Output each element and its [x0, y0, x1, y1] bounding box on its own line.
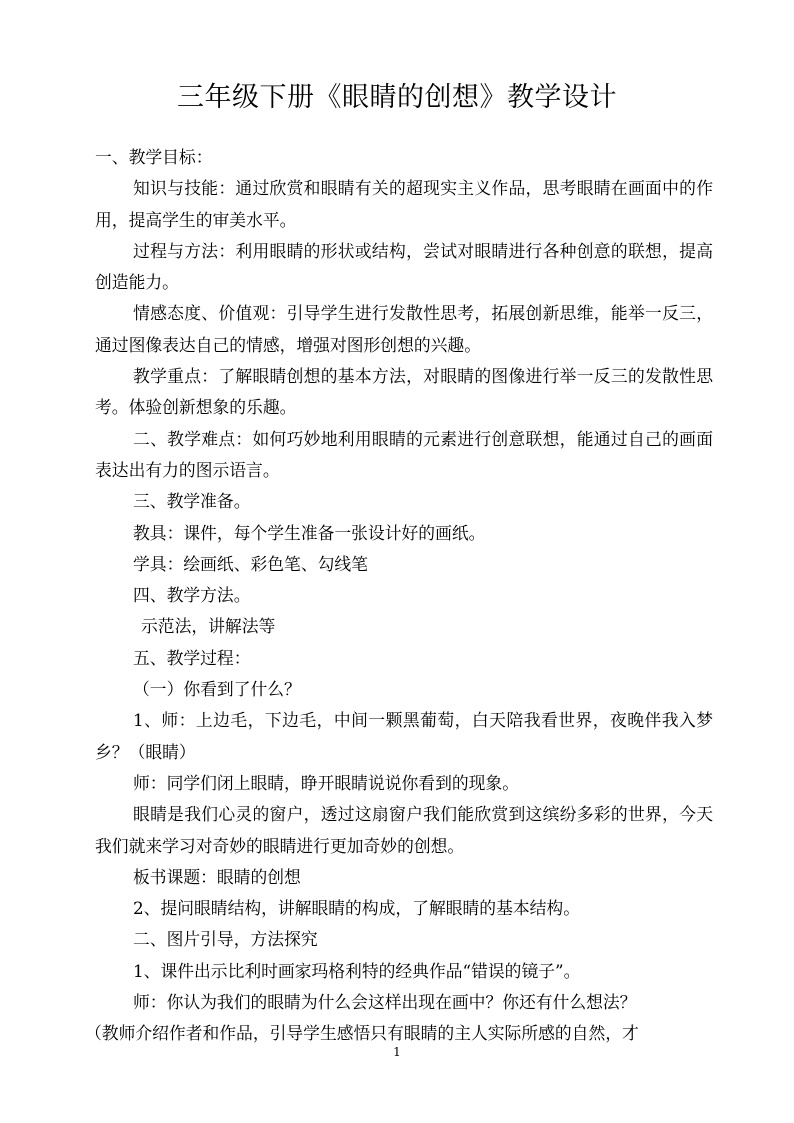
paragraph: 眼睛是我们心灵的窗户，透过这扇窗户我们能欣赏到这缤纷多彩的世界，今天我们就来学习对奇妙的眼睛进行更加奇妙的创想。 — [95, 804, 713, 856]
paragraph: 教具：课件，每个学生准备一张设计好的画纸。 — [133, 522, 486, 543]
paragraph: 示范法，讲解法等 — [141, 616, 276, 637]
paragraph: 过程与方法：利用眼睛的形状或结构，尝试对眼睛进行各种创意的联想，提高创造能力。 — [95, 240, 713, 293]
paragraph: 情感态度、价值观：引导学生进行发散性思考，拓展创新思维，能举一反三，通过图像表达自己的情感，增强对图形创想的兴趣。 — [95, 303, 713, 355]
paragraph: 学具：绘画纸、彩色笔、勾线笔 — [133, 553, 368, 574]
paragraph: 师：同学们闭上眼睛，睁开眼睛说说你看到的现象。 — [133, 772, 519, 793]
paragraph: 二、图片引导，方法探究 — [133, 929, 318, 950]
paragraph: 五、教学过程： — [133, 647, 251, 668]
paragraph: 二、教学难点：如何巧妙地利用眼睛的元素进行创意联想，能通过自己的画面表达出有力的图示语言。 — [95, 428, 713, 480]
paragraph: 教学重点：了解眼睛创想的基本方法，对眼睛的图像进行举一反三的发散性思考。体验创新想象的乐趣。 — [95, 366, 713, 418]
paragraph: 1、课件出示比利时画家玛格利特的经典作品“错误的镜子”。 — [133, 960, 581, 981]
page-number: 1 — [393, 1045, 401, 1059]
paragraph: 知识与技能：通过欣赏和眼睛有关的超现实主义作品，思考眼睛在画面中的作用，提高学生的审美水平。 — [95, 178, 713, 230]
paragraph: 一、教学目标： — [95, 147, 213, 167]
paragraph: 师：你认为我们的眼睛为什么会这样出现在画中？你还有什么想法？ — [133, 992, 637, 1013]
document-title: 三年级下册《眼睛的创想》教学设计 — [177, 82, 617, 113]
paragraph: 三、教学准备。 — [133, 491, 251, 512]
paragraph: 1、师：上边毛，下边毛，中间一颗黑葡萄，白天陪我看世界，夜晚伴我入梦乡？（眼睛） — [95, 710, 713, 762]
paragraph: 四、教学方法。 — [133, 585, 251, 606]
document-body — [85, 142, 713, 1050]
paragraph: （教师介绍作者和作品，引导学生感悟只有眼睛的主人实际所感的自然，才 — [85, 1023, 639, 1044]
paragraph: 板书课题：眼睛的创想 — [133, 866, 301, 887]
paragraph: 2、提问眼睛结构，讲解眼睛的构成，了解眼睛的基本结构。 — [133, 898, 580, 919]
paragraph: （一）你看到了什么？ — [133, 679, 301, 700]
